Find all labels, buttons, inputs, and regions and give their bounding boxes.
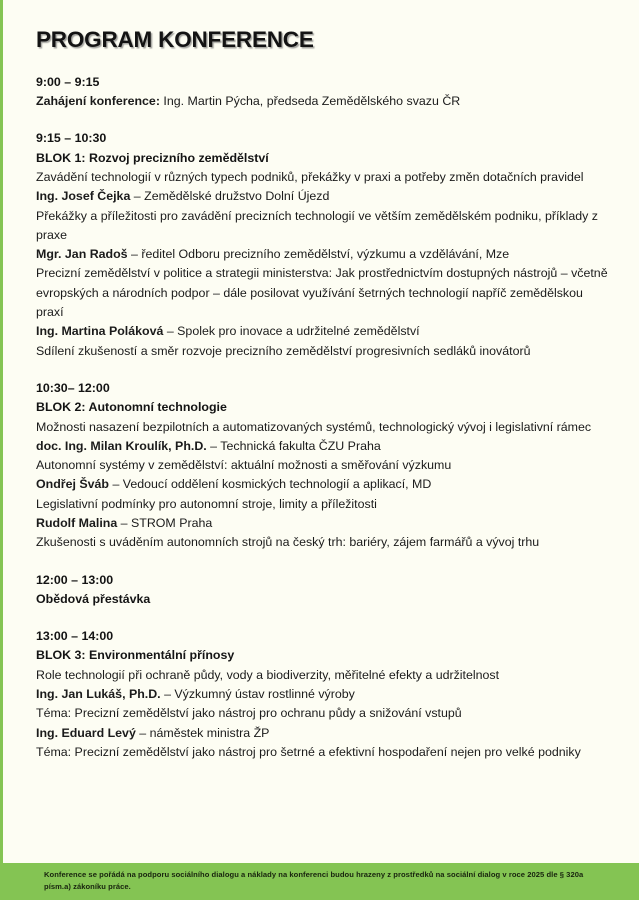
speaker-affiliation: – náměstek ministra ŽP bbox=[135, 725, 270, 740]
section-block-name: BLOK 3: Environmentální přínosy bbox=[36, 648, 235, 663]
speaker-affiliation: – Spolek pro inovace a udržitelné zemědělství bbox=[163, 324, 420, 339]
program-section bbox=[36, 129, 612, 361]
speaker-name: Mgr. Jan Radoš bbox=[36, 247, 128, 262]
description-line: Možnosti nasazení bezpilotních a automatizovaných systémů, technologický vývoj i legislativní rámec bbox=[36, 419, 592, 434]
description-line: Precizní zemědělství v politice a strategii ministerstva: Jak prostřednictvím dostupných nástrojů – včetně evropských a národních podpor – dále posilovat využívání šetrných technologií napříč zemědělskou praxí bbox=[36, 266, 612, 320]
section-block-name: BLOK 1: Rozvoj precizního zemědělství bbox=[36, 150, 269, 165]
speaker-name: doc. Ing. Milan Kroulík, Ph.D. bbox=[36, 438, 207, 453]
speaker-affiliation: – Vedoucí oddělení kosmických technologií a aplikací, MD bbox=[109, 477, 432, 492]
speaker-line bbox=[36, 475, 609, 494]
description-line: Autonomní systémy v zemědělství: aktuální možnosti a směřování výzkumu bbox=[36, 458, 452, 473]
speaker-line bbox=[36, 685, 609, 704]
section-opening-line bbox=[36, 92, 609, 111]
program-section bbox=[36, 627, 609, 762]
section-block-name: BLOK 2: Autonomní technologie bbox=[36, 400, 227, 415]
section-block-name: Obědová přestávka bbox=[36, 591, 151, 606]
speaker-affiliation: – Výzkumný ústav rostlinné výroby bbox=[160, 687, 355, 702]
page-title: PROGRAM KONFERENCE bbox=[36, 27, 314, 52]
section-time: 9:15 – 10:30 bbox=[36, 131, 107, 146]
speaker-line bbox=[36, 514, 609, 533]
description-line: Téma: Precizní zemědělství jako nástroj pro ochranu půdy a snižování vstupů bbox=[36, 706, 462, 721]
speaker-line bbox=[36, 322, 609, 341]
footer-banner bbox=[0, 863, 639, 900]
speaker-line bbox=[36, 187, 609, 206]
description-line: Překážky a příležitosti pro zavádění precizních technologií ve větším zemědělském podniku, příklady z praxe bbox=[36, 208, 602, 242]
speaker-affiliation: – STROM Praha bbox=[117, 515, 213, 530]
section-time: 10:30– 12:00 bbox=[36, 380, 110, 395]
speaker-affiliation: – ředitel Odboru precizního zemědělství, výzkumu a vzdělávání, Mze bbox=[127, 247, 510, 262]
description-line: Téma: Precizní zemědělství jako nástroj pro šetrné a efektivní hospodaření nejen pro velké podniky bbox=[36, 744, 581, 759]
speaker-name: Ing. Josef Čejka bbox=[36, 189, 131, 204]
program-section bbox=[36, 571, 609, 610]
description-line: Legislativní podmínky pro autonomní stroje, limity a příležitosti bbox=[36, 496, 377, 511]
description-line: Zkušenosti s uváděním autonomních strojů na český trh: bariéry, zájem farmářů a vývoj trhu bbox=[36, 535, 540, 550]
speaker-affiliation: – Zemědělské družstvo Dolní Újezd bbox=[130, 189, 330, 204]
footer-funding-note: Konference se pořádá na podporu sociálního dialogu a náklady na konferenci budou hrazeny z prostředků na sociální dialog v roce 2025 dle § 320a písm.a) zákoníku práce. bbox=[44, 870, 584, 891]
speaker-affiliation: – Technická fakulta ČZU Praha bbox=[206, 438, 381, 453]
program-section bbox=[36, 73, 609, 112]
opening-label: Zahájení konference: bbox=[36, 94, 160, 109]
description-line: Zavádění technologií v různých typech podniků, překážky v praxi a potřeby změn dotačních pravidel bbox=[36, 169, 584, 184]
description-line: Sdílení zkušeností a směr rozvoje precizního zemědělství progresivních sedláků inovátorů bbox=[36, 343, 531, 358]
opening-detail: Ing. Martin Pýcha, předseda Zemědělského svazu ČR bbox=[159, 94, 461, 109]
speaker-line bbox=[36, 437, 609, 456]
section-time: 12:00 – 13:00 bbox=[36, 572, 114, 587]
speaker-name: Rudolf Malina bbox=[36, 515, 118, 530]
program-sections bbox=[36, 73, 612, 763]
speaker-line bbox=[36, 724, 609, 743]
description-line: Role technologií při ochraně půdy, vody a biodiverzity, měřitelné efekty a udržitelnost bbox=[36, 667, 500, 682]
section-time: 13:00 – 14:00 bbox=[36, 629, 114, 644]
section-time: 9:00 – 9:15 bbox=[36, 74, 100, 89]
speaker-line bbox=[36, 245, 609, 264]
speaker-name: Ing. Martina Poláková bbox=[36, 324, 164, 339]
speaker-name: Ing. Jan Lukáš, Ph.D. bbox=[36, 687, 161, 702]
program-section bbox=[36, 379, 609, 553]
speaker-name: Ondřej Šváb bbox=[36, 477, 109, 492]
speaker-name: Ing. Eduard Levý bbox=[36, 725, 136, 740]
